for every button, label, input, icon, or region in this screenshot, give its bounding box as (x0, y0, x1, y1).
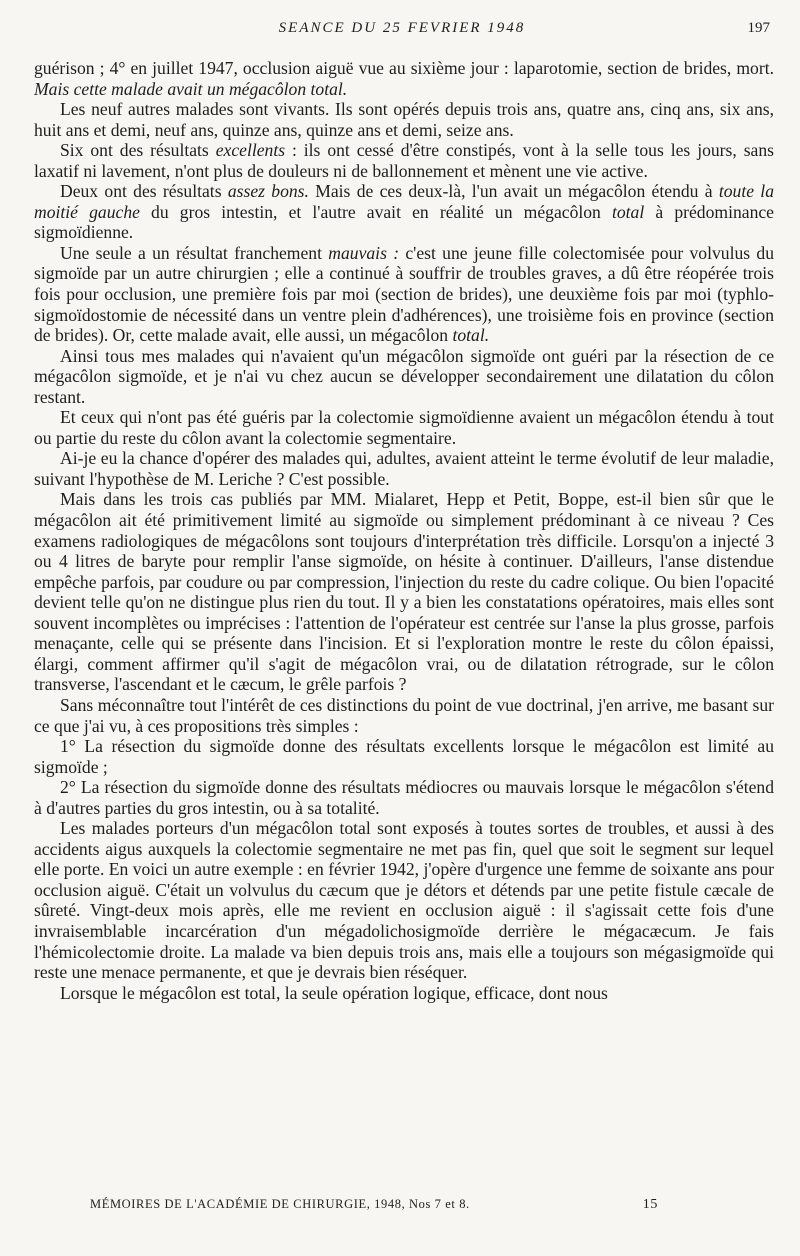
running-header (34, 20, 770, 44)
body-text (34, 58, 774, 1003)
paragraph (34, 489, 774, 694)
paragraph (34, 346, 774, 408)
paragraph (34, 243, 774, 346)
text-run: 2° La résection du sigmoïde donne des résultats médiocres ou mauvais lorsque le mégacôlon s'étend à d'autres parties du gros intestin, ou à sa totalité. (34, 777, 774, 818)
text-run: Deux ont des résultats (60, 181, 228, 202)
running-footer (34, 1197, 770, 1219)
paragraph (34, 695, 774, 736)
paragraph (34, 58, 774, 99)
page-number: 197 (747, 20, 770, 36)
italic-text: total (611, 201, 645, 222)
text-run: c'est une jeune fille colectomisée pour volvulus du sigmoïde par un autre chirurgien ; elle a continué à souffrir de troubles graves, a dû être réopérée trois fois pour occlusion, une première fois par moi (section de brides), une deuxième fois par moi (typhlo-sigmoïdostomie de nécessité dans un ventre plein d'adhérences), une troisième fois en province (section de brides). Or, cette malade avait, elle aussi, un mégacôlon (34, 242, 774, 346)
text-run: du gros intestin, et l'autre avait en réalité un mégacôlon (139, 201, 612, 222)
text-run: Mais de ces deux-là, l'un avait un mégacôlon étendu à (308, 181, 719, 202)
text-run: Les malades porteurs d'un mégacôlon total sont exposés à toutes sortes de troubles, et aussi à des accidents aigus auxquels la colectomie segmentaire ne met pas fin, quel que soit le segment sur lequel elle porte. En voici un autre exemple : en février 1942, j'opère d'urgence une femme de soixante ans pour occlusion aiguë. C'était un volvulus du cæcum que je détors et détends par une petite fistule cæcale de sûreté. Vingt-deux mois après, elle me revient en occlusion aiguë : il s'agissait cette fois d'une invraisemblable incarcération d'un mégadolichosigmoïde derrière le mégacæcum. Je fais l'hémicolectomie droite. La malade va bien depuis trois ans, mais elle a toujours son mégasigmoïde qui reste une menace permanente, et que je devrais bien réséquer. (34, 818, 774, 983)
italic-text: toute la moitié gauche (34, 181, 774, 222)
text-run: Mais dans les trois cas publiés par MM. Mialaret, Hepp et Petit, Boppe, est-il bien sûr que le mégacôlon ait été primitivement limité au sigmoïde ou simplement prédominant à ce niveau ? Ces examens radiologiques de mégacôlons sont toujours d'interprétation très difficile. Lorsqu'on a injecté 3 ou 4 litres de baryte pour remplir l'anse sigmoïde, on hésite à continuer. D'ailleurs, l'anse distendue empêche parfois, par coudure ou par compression, l'injection du reste du cadre colique. Ou bien l'opacité devient telle qu'on ne distingue plus rien du tout. Il y a bien les constatations opératoires, mais elles sont souvent incomplètes ou imprécises : l'attention de l'opérateur est centrée sur l'anse la plus grosse, parfois menaçante, celle qui se présente dans l'incision. Et si l'exploration montre le reste du côlon épaissi, élargi, comment affirmer qu'il s'agit de mégacôlon vrai, ou de dilatation rétrograde, sur le côlon transverse, l'ascendant et le cæcum, le grêle parfois ? (34, 489, 774, 695)
paragraph (34, 448, 774, 489)
text-run: à prédominance sigmoïdienne. (34, 201, 774, 243)
text-run: Ai-je eu la chance d'opérer des malades qui, adultes, avaient atteint le terme évolutif de leur maladie, suivant l'hypothèse de M. Leriche ? C'est possible. (34, 448, 774, 489)
paragraph (34, 818, 774, 982)
italic-text: total. (452, 325, 490, 346)
header-title: SEANCE DU 25 FEVRIER 1948 (278, 20, 526, 36)
paragraph (34, 777, 774, 818)
paragraph (34, 407, 774, 448)
text-run: Ainsi tous mes malades qui n'avaient qu'un mégacôlon sigmoïde ont guéri par la résection de ce mégacôlon sigmoïde, et je n'ai vu chez aucun se développer secondairement une dilatation du côlon restant. (34, 345, 774, 407)
paragraph (34, 140, 774, 181)
text-run: 1° La résection du sigmoïde donne des résultats excellents lorsque le mégacôlon est limité au sigmoïde ; (34, 736, 774, 777)
text-run: : ils ont cessé d'être constipés, vont à la selle tous les jours, sans laxatif ni lavement, n'ont plus de douleurs ni de ballonnement et mènent une vie active. (34, 140, 774, 181)
text-run: Les neuf autres malades sont vivants. Ils sont opérés depuis trois ans, quatre ans, cinq ans, six ans, huit ans et demi, neuf ans, quinze ans, quinze ans et demi, seize ans. (34, 99, 774, 140)
text-run: guérison ; 4° en juillet 1947, occlusion aiguë vue au sixième jour : laparotomie, section de brides, mort. (34, 58, 774, 78)
paragraph (34, 983, 774, 1004)
italic-text: assez bons. (227, 181, 309, 202)
text-run: Et ceux qui n'ont pas été guéris par la colectomie sigmoïdienne avaient un mégacôlon étendu à tout ou partie du reste du côlon avant la colectomie segmentaire. (34, 407, 774, 448)
text-run: Une seule a un résultat franchement (60, 242, 329, 263)
italic-text: excellents (215, 140, 286, 161)
paragraph (34, 736, 774, 777)
text-run: Six ont des résultats (60, 140, 216, 161)
italic-text: Mais cette malade avait un mégacôlon total. (34, 78, 348, 99)
text-run: Lorsque le mégacôlon est total, la seule opération logique, efficace, dont nous (60, 982, 608, 1003)
journal-reference: MÉMOIRES DE L'ACADÉMIE DE CHIRURGIE, 1948, Nos 7 et 8. (90, 1197, 470, 1211)
paragraph (34, 99, 774, 140)
text-run: Sans méconnaître tout l'intérêt de ces distinctions du point de vue doctrinal, j'en arrive, me basant sur ce que j'ai vu, à ces propositions très simples : (34, 694, 774, 736)
paragraph (34, 181, 774, 243)
italic-text: mauvais : (328, 242, 400, 263)
sheet-number: 15 (642, 1197, 658, 1212)
